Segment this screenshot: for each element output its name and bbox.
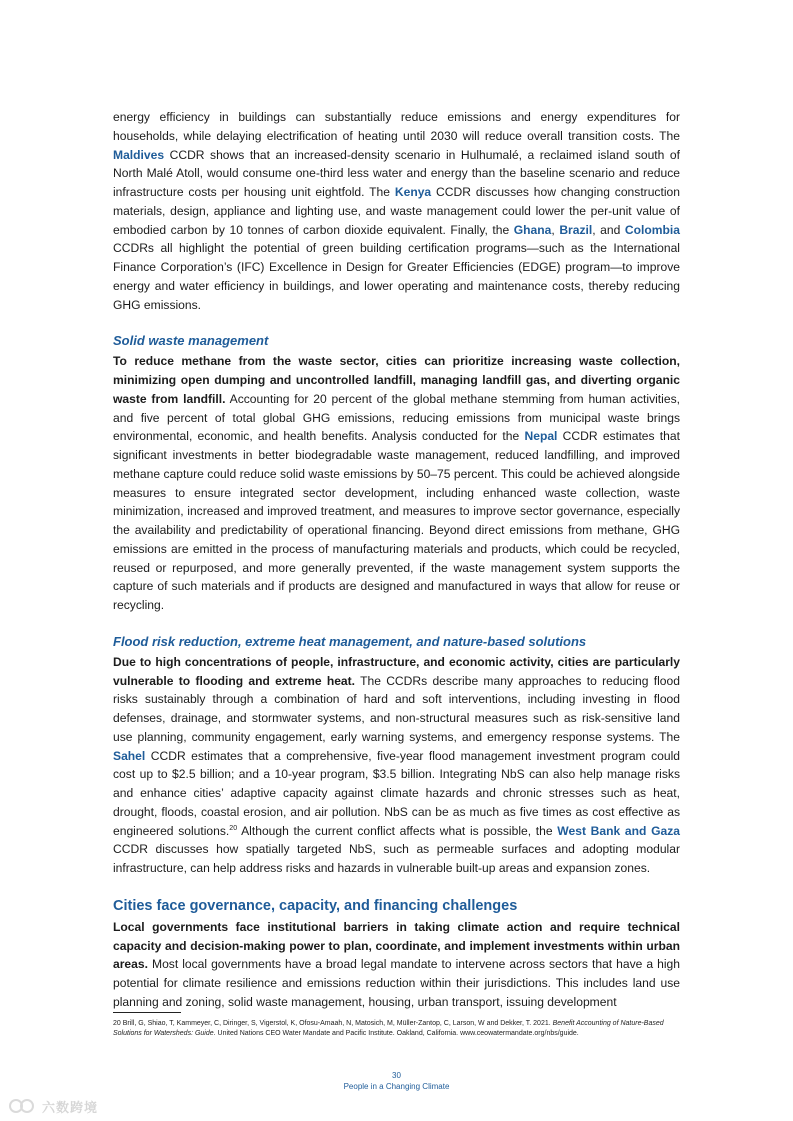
country-west-bank-gaza: West Bank and Gaza bbox=[557, 823, 680, 838]
footnote-title: Benefit Accounting of Nature-Based Solutions for Watersheds: Guide bbox=[113, 1020, 664, 1037]
text-run: CCDRs all highlight the potential of green building certification programs—such as the International Finance Corporation’s (IFC) Excellence in Design for Greater Efficiencies (EDGE) program—to improve energy and water efficiency in buildings, and lower operating and maintenance costs, thereby reducing GHG emissions. bbox=[113, 241, 680, 312]
governance-heading: Cities face governance, capacity, and financing challenges bbox=[113, 897, 518, 914]
watermark-text: 六数跨境 bbox=[42, 1099, 99, 1115]
text-run: CCDR discusses how changing construction materials, design, appliance and lighting use, and waste management could lower the per-unit value of embodied carbon by 10 tonnes of carbon dioxide equivalent. Finally, the bbox=[113, 185, 680, 237]
footnote-20 bbox=[113, 1019, 680, 1038]
lead-sentence: To reduce methane from the waste sector, cities can prioritize increasing waste collection, minimizing open dumping and uncontrolled landfill, managing landfill gas, and diverting organic waste from landfill. bbox=[113, 354, 680, 406]
country-nepal: Nepal bbox=[524, 429, 558, 444]
flood-paragraph bbox=[113, 653, 680, 878]
text-run: Although the current conflict affects what is possible, the bbox=[237, 823, 558, 838]
text-run: CCDR discusses how spatially targeted NbS, such as permeable surfaces and adopting modular infrastructure, can help address risks and hazards in vulnerable built-up areas and expansion zones. bbox=[113, 842, 680, 875]
governance-paragraph bbox=[113, 918, 680, 1012]
footer-title: People in a Changing Climate bbox=[343, 1082, 450, 1091]
solid-waste-heading: Solid waste management bbox=[113, 333, 269, 349]
text-run: Accounting for 20 percent of the global methane stemming from human activities, and five percent of total global GHG emissions, reducing emissions from municipal waste brings environmental, economic, and health benefits. Analysis conducted for the bbox=[113, 391, 680, 444]
solid-waste-paragraph bbox=[113, 352, 680, 615]
text-run: CCDR estimates that a comprehensive, five-year flood management investment program could cost up to $2.5 billion; and a 10-year program, $3.5 billion. Integrating NbS can also help manage risks and enhance cities’ adaptive capacity against climate hazards and chronic stresses such as heat, drought, floods, coastal erosion, and air pollution. NbS can be as much as five times as cost effective as engineered solutions. bbox=[113, 748, 680, 838]
footnote-divider bbox=[113, 1012, 181, 1013]
text-run: Most local governments have a broad legal mandate to intervene across sectors that have a high potential for climate resilience and emissions reduction within their jurisdictions. This includes land use planning and zoning, solid waste management, housing, urban transport, issuing development bbox=[113, 957, 680, 1009]
text-run: energy efficiency in buildings can substantially reduce emissions and energy expenditures for households, while delaying electrification of heating until 2030 will reduce overall transition costs. The bbox=[113, 110, 680, 143]
country-brazil: Brazil bbox=[559, 222, 593, 237]
country-ghana: Ghana bbox=[513, 222, 552, 237]
text-run: CCDR shows that an increased-density scenario in Hulhumalé, a reclaimed island south of North Malé Atoll, would consume one-third less water and energy than the baseline scenario and reduce infrastructure costs per housing unit eightfold. The bbox=[113, 147, 680, 199]
text-run: , and bbox=[592, 222, 625, 237]
country-maldives: Maldives bbox=[113, 147, 165, 162]
text-run: , bbox=[551, 222, 560, 237]
text-run: CCDR estimates that significant investments in better biodegradable waste management, reduced landfilling, and improved methane capture could reduce solid waste emissions by 50–75 percent. This could be achieved alongside measures to ensure integrated sector development, including enhanced waste collection, waste minimization, increased and improved treatment, and measures to improve sector governance, especially the availability and predictability of operational financing. Beyond direct emissions from methane, GHG emissions are emitted in the process of manufacturing materials and products, which could be recycled, reused or repurposed, and more generally prevented, if the waste management system supports the capture of such materials and if products are designed and manufactured in ways that allow for reuse or recycling. bbox=[113, 429, 680, 612]
watermark bbox=[8, 1094, 108, 1118]
country-sahel: Sahel bbox=[113, 748, 146, 763]
country-kenya: Kenya bbox=[394, 185, 432, 199]
page-number: 30 bbox=[392, 1071, 401, 1080]
page-content bbox=[113, 108, 680, 1012]
country-colombia: Colombia bbox=[624, 222, 680, 237]
watermark-logo-icon bbox=[8, 1095, 36, 1117]
lead-sentence: Due to high concentrations of people, infrastructure, and economic activity, cities are particularly vulnerable to flooding and extreme heat. bbox=[113, 654, 680, 688]
footnote-text: 20 Brill, G, Shiao, T, Kammeyer, C, Diringer, S, Vigerstol, K, Ofosu-Amaah, N, Matosich, M, Müller-Zantop, C, Larson, W and Dekker, T. 2021. bbox=[113, 1020, 553, 1027]
footnote-ref-20[interactable]: 20 bbox=[229, 824, 238, 832]
flood-heading: Flood risk reduction, extreme heat management, and nature-based solutions bbox=[113, 633, 587, 649]
text-run: The CCDRs describe many approaches to reducing flood risks sustainably through a combination of hard and soft interventions, including investing in flood defenses, drainage, and stormwater systems, and non-structural measures such as risk-sensitive land use planning, community engagement, early warning systems, and emergency response systems. The bbox=[113, 673, 680, 744]
lead-sentence: Local governments face institutional barriers in taking climate action and require technical capacity and decision-making power to plan, coordinate, and implement investments within urban areas. bbox=[113, 919, 680, 972]
intro-paragraph bbox=[113, 108, 680, 314]
footnote-text: . United Nations CEO Water Mandate and Pacific Institute. Oakland, California. www.ceowatermandate.org/nbs/guide. bbox=[213, 1029, 579, 1037]
